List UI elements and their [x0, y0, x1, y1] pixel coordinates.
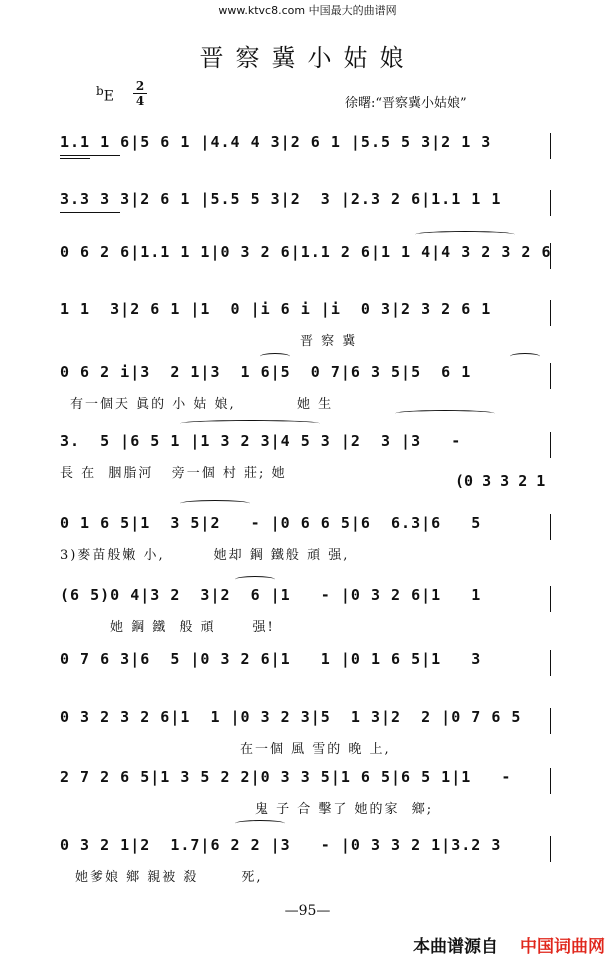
slur [235, 820, 285, 827]
row-barlines [60, 133, 560, 163]
score-row-10 [60, 708, 560, 757]
row-notes: 0 7 6 3|6 5 |0 3 2 6|1 1 |0 1 6 5|1 3 [60, 650, 482, 668]
flat-sign: b [96, 84, 104, 98]
end-barline [550, 650, 551, 676]
row-barlines [60, 300, 560, 330]
row-notes: 0 6 2 i|3 2 1|3 1 6|5 0 7|6 3 5|5 6 1 [60, 363, 472, 381]
row-notes: 0 3 2 1|2 1.7|6 2 2 |3 - |0 3 3 2 1|3.2 3 [60, 836, 502, 854]
end-barline [550, 514, 551, 540]
page-number: —95— [284, 903, 331, 919]
row-lyrics: 有一個天 眞的 小 姑 娘, 她 生 [70, 397, 334, 412]
row-lyrics: 長 在 胭脂河 旁一個 村 莊; 她 [60, 466, 287, 481]
end-barline [550, 133, 551, 159]
row-barlines [60, 363, 560, 393]
score-row-7 [60, 514, 560, 563]
song-title: 晋察冀小姑娘 [199, 44, 416, 72]
row-barlines [60, 768, 560, 798]
end-barline [550, 363, 551, 389]
row-barlines [60, 836, 560, 866]
row-barlines [60, 514, 560, 544]
underline [60, 212, 120, 213]
slur [180, 420, 320, 427]
end-barline [550, 708, 551, 734]
row-lyrics: 鬼 子 合 擊了 她的家 鄉; [255, 802, 434, 817]
row-notes: 3.3 3 3|2 6 1 |5.5 5 3|2 3 |2.3 2 6|1.1 1 1 [60, 190, 502, 208]
end-barline [550, 243, 551, 269]
underline [60, 155, 120, 156]
end-barline [550, 836, 551, 862]
score-row-2 [60, 190, 560, 220]
row-notes: 1 1 3|2 6 1 |1 0 |i 6 i |i 0 3|2 3 2 6 1 [60, 300, 492, 318]
row-barlines [60, 650, 560, 680]
time-signature [133, 79, 147, 108]
score-row-1 [60, 133, 560, 163]
row-lyrics: 晋 察 冀 [300, 334, 358, 349]
key-signature [96, 84, 114, 105]
end-barline [550, 300, 551, 326]
slur [415, 231, 515, 238]
slur [180, 500, 250, 507]
row-notes: 0 3 2 3 2 6|1 1 |0 3 2 3|5 1 3|2 2 |0 7 6 5 [60, 708, 522, 726]
continuation-notes: (0 3 3 2 1 [455, 472, 546, 490]
score-row-5 [60, 363, 560, 412]
row-notes: 2 7 2 6 5|1 3 5 2 2|0 3 3 5|1 6 5|6 5 1|1 - [60, 768, 512, 786]
row-barlines [60, 190, 560, 220]
underline [60, 158, 90, 159]
row-notes: 0 1 6 5|1 3 5|2 - |0 6 6 5|6 6.3|6 5 [60, 514, 482, 532]
end-barline [550, 432, 551, 458]
end-barline [550, 190, 551, 216]
footer-source-link[interactable]: 中国词曲网 [520, 937, 605, 957]
row-lyrics: 她爹娘 鄉 親被 殺 死, [75, 870, 263, 885]
score-row-12 [60, 836, 560, 885]
row-lyrics: 她 鋼 鐵 般 頑 强! [110, 620, 275, 635]
slur [510, 353, 540, 360]
score-row-11 [60, 768, 560, 817]
row-notes: 1.1 1 6|5 6 1 |4.4 4 3|2 6 1 |5.5 5 3|2 1 3 [60, 133, 492, 151]
slur [395, 410, 495, 417]
composer-credit: 徐曙:“晋察冀小姑娘” [345, 96, 467, 111]
row-notes: 3. 5 |6 5 1 |1 3 2 3|4 5 3 |2 3 |3 - [60, 432, 462, 450]
time-top: 2 [135, 79, 145, 93]
score-row-3 [60, 243, 560, 273]
score-row-8 [60, 586, 560, 635]
score-row-4 [60, 300, 560, 349]
row-barlines [60, 432, 560, 462]
footer-source-label: 本曲谱源自 [413, 937, 498, 957]
end-barline [550, 586, 551, 612]
site-header: www.ktvc8.com 中国最大的曲谱网 [218, 4, 397, 17]
row-barlines [60, 586, 560, 616]
slur [235, 576, 275, 583]
row-barlines [60, 243, 560, 273]
row-notes: 0 6 2 6|1.1 1 1|0 3 2 6|1.1 2 6|1 1 4|4 3 2 3 2 6 [60, 243, 552, 261]
row-barlines [60, 708, 560, 738]
row-lyrics: 在一個 風 雪的 晚 上, [240, 742, 391, 757]
row-lyrics: 3)麥苗般嫩 小, 她却 鋼 鐵般 頑 强, [60, 548, 350, 563]
time-bottom: 4 [135, 94, 145, 108]
row-notes: (6 5)0 4|3 2 3|2 6 |1 - |0 3 2 6|1 1 [60, 586, 482, 604]
key-letter: E [103, 88, 114, 105]
slur [260, 353, 290, 360]
score-row-9 [60, 650, 560, 680]
end-barline [550, 768, 551, 794]
